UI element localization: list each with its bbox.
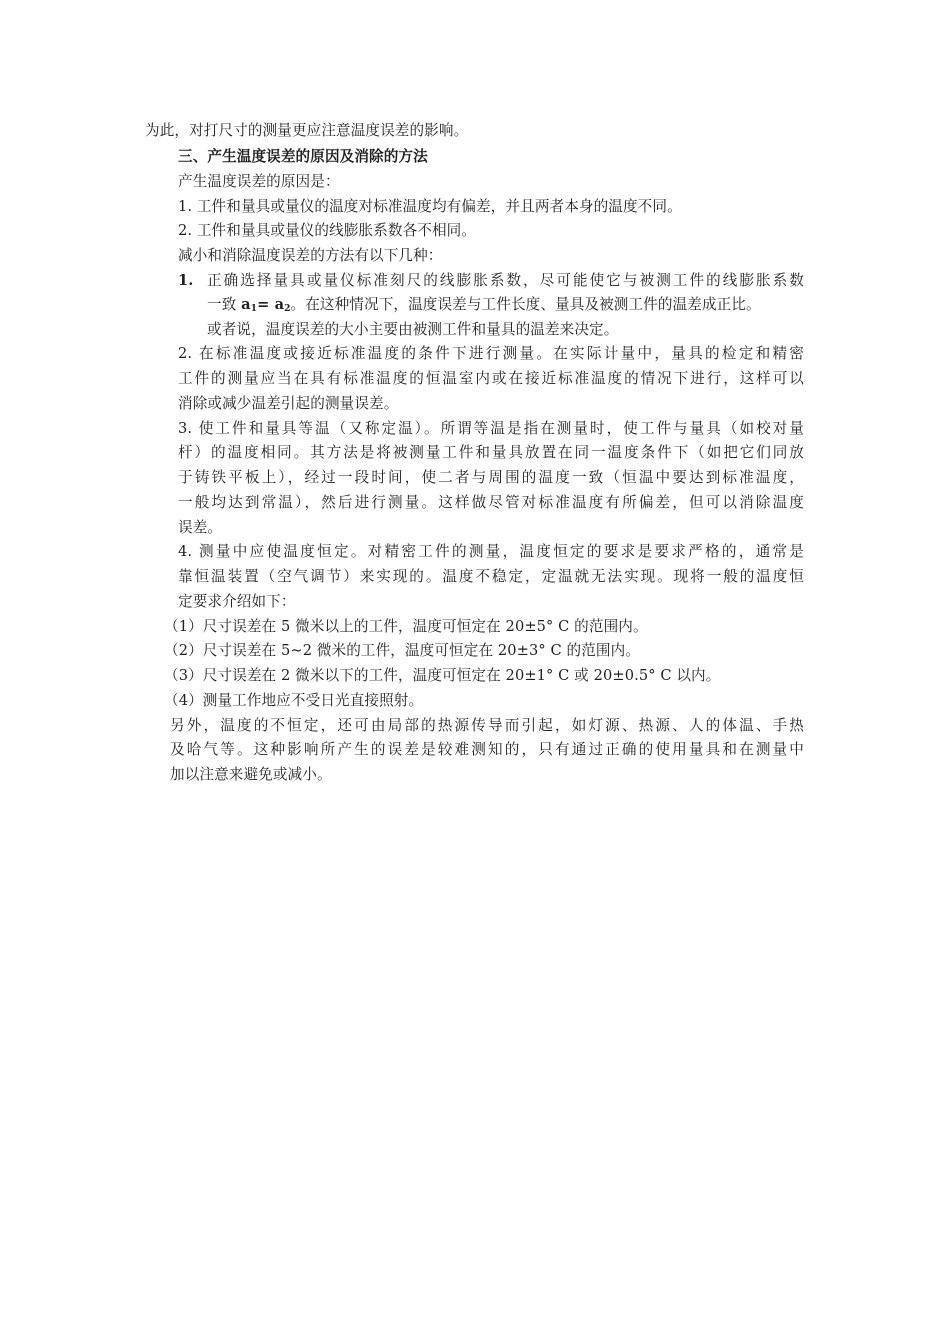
paragraph-line: 及哈气等。这种影响所产生的误差是较难测知的，只有通过正确的使用量具和在测量中	[170, 741, 804, 758]
list-item: 3. 使工件和量具等温（又称定温）。所谓等温是指在测量时，使工件与量具（如校对量	[178, 420, 804, 437]
paragraph-line: 产生温度误差的原因是：	[178, 173, 340, 190]
formula-prefix: 一致	[207, 296, 237, 313]
paragraph-line: 一般均达到常温），然后进行测量。这样做尽管对标准温度有所偏差，但可以消除温度	[178, 494, 804, 511]
list-item: 4. 测量中应使温度恒定。对精密工件的测量，温度恒定的要求是要求严格的，通常是	[178, 543, 804, 560]
paragraph-line: 工件的测量应当在具有标准温度的恒温室内或在接近标准温度的情况下进行，这样可以	[178, 370, 804, 387]
paragraph-line: 消除或减少温差引起的测量误差。	[178, 395, 399, 412]
list-item: （3）尺寸误差在 2 微米以下的工件，温度可恒定在 20±1° C 或 20±0.5° C 以内。	[164, 667, 721, 684]
formula-symbol: a	[241, 296, 251, 313]
formula-subscript: 1	[250, 304, 258, 314]
paragraph-line: 或者说，温度误差的大小主要由被测工件和量具的温差来决定。	[207, 321, 619, 338]
paragraph-line: 误差。	[178, 519, 223, 536]
paragraph-line: 加以注意来避免或减小。	[170, 766, 332, 783]
paragraph-line: 杆）的温度相同。其方法是将被测量工件和量具放置在同一温度条件下（如把它们同放	[178, 444, 804, 461]
list-item: 正确选择量具或量仪标准刻尺的线膨胀系数，尽可能使它与被测工件的线膨胀系数	[207, 272, 804, 289]
formula-subscript: 2	[284, 304, 291, 314]
formula-suffix: 。在这种情况下，温度误差与工件长度、量具及被测工件的温差成正比。	[290, 296, 761, 313]
paragraph-line: 定要求介绍如下：	[178, 593, 296, 610]
paragraph-line: 为此，对打尺寸的测量更应注意温度误差的影响。	[145, 122, 469, 139]
paragraph-line: 于铸铁平板上），经过一段时间，使二者与周围的温度一致（恒温中要达到标准温度，	[178, 469, 804, 486]
paragraph-line: 另外，温度的不恒定，还可由局部的热源传导而引起，如灯源、热源、人的体温、手热	[170, 717, 804, 734]
list-number: 1.	[178, 272, 194, 289]
list-item: 2. 在标准温度或接近标准温度的条件下进行测量。在实际计量中，量具的检定和精密	[178, 345, 804, 362]
paragraph-line: 减小和消除温度误差的方法有以下几种：	[178, 247, 443, 264]
paragraph-line: 靠恒温装置（空气调节）来实现的。温度不稳定，定温就无法实现。现将一般的温度恒	[178, 568, 804, 585]
list-item: 1. 工件和量具或量仪的温度对标准温度均有偏差，并且两者本身的温度不同。	[178, 198, 682, 215]
formula-symbol: = a	[257, 296, 285, 313]
formula-line	[207, 295, 761, 319]
list-item: （2）尺寸误差在 5~2 微米的工件，温度可恒定在 20±3° C 的范围内。	[164, 642, 640, 659]
list-item: （1）尺寸误差在 5 微米以上的工件，温度可恒定在 20±5° C 的范围内。	[164, 618, 648, 635]
section-heading: 三、产生温度误差的原因及消除的方法	[178, 148, 428, 165]
list-item: （4）测量工作地应不受日光直接照射。	[164, 692, 424, 709]
list-item: 2. 工件和量具或量仪的线膨胀系数各不相同。	[178, 222, 477, 239]
